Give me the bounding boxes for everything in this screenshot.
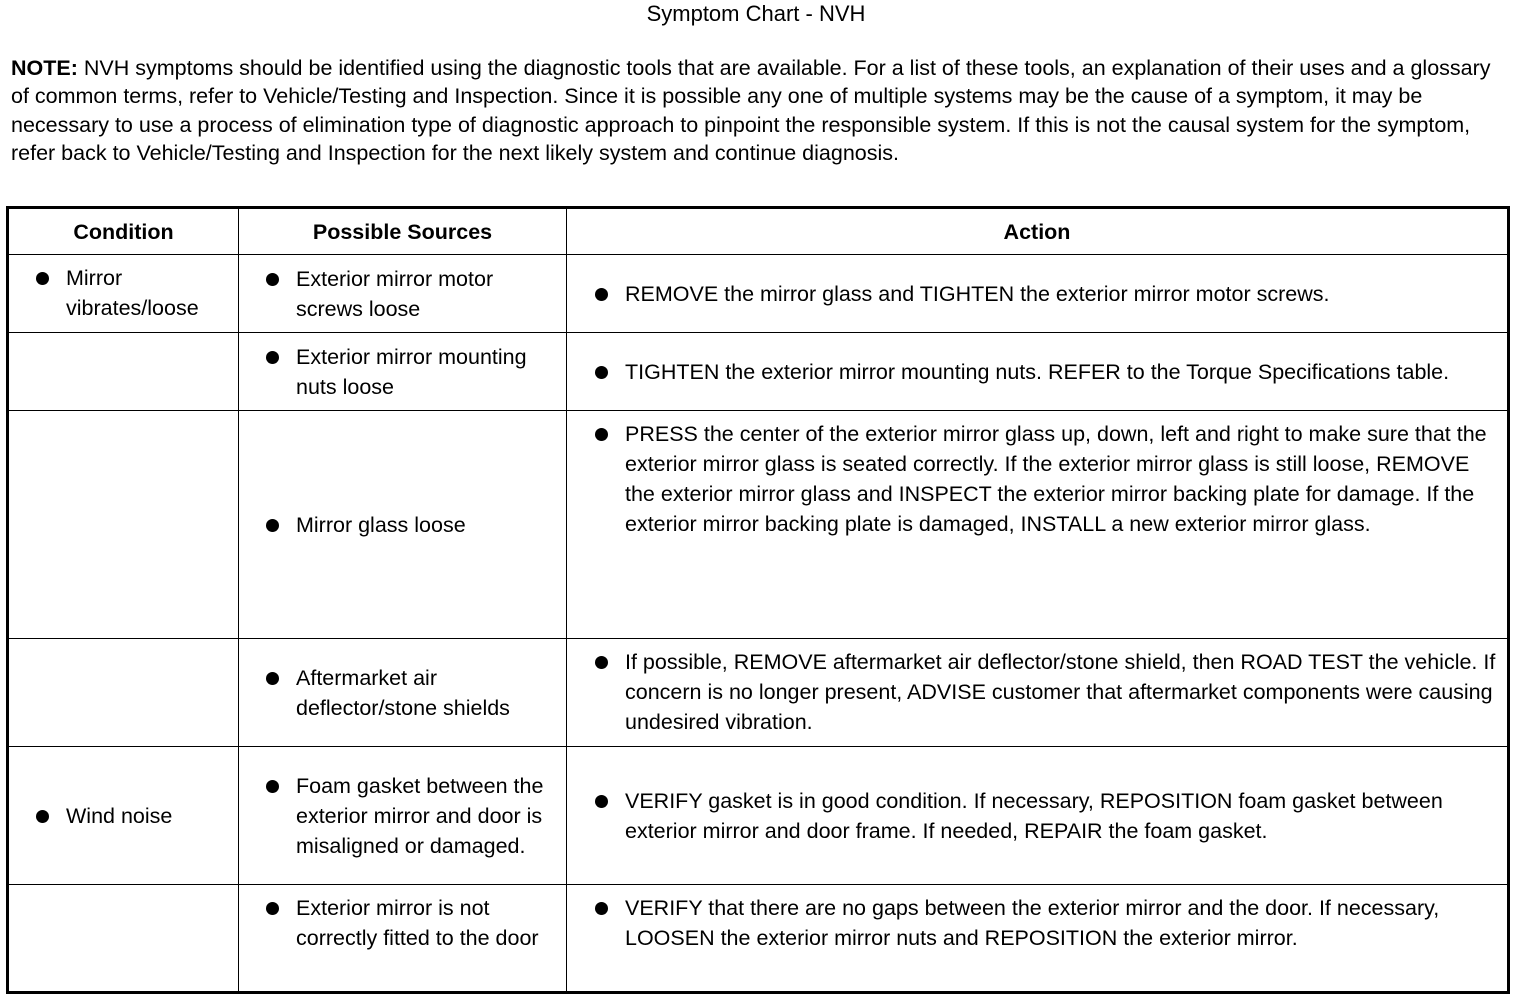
source-cell xyxy=(239,639,567,747)
action-cell xyxy=(567,255,1509,333)
bullet-icon xyxy=(595,288,608,301)
action-cell xyxy=(567,411,1509,639)
source-text: Aftermarket air deflector/stone shields xyxy=(296,665,510,720)
action-cell xyxy=(567,885,1509,993)
bullet-icon xyxy=(266,672,279,685)
action-text: TIGHTEN the exterior mirror mounting nuts. REFER to the Torque Specifications table. xyxy=(625,359,1450,384)
action-cell xyxy=(567,639,1509,747)
source-cell xyxy=(239,747,567,885)
source-cell xyxy=(239,411,567,639)
condition-text: Wind noise xyxy=(66,803,173,828)
header-possible-sources: Possible Sources xyxy=(239,208,567,255)
action-text: PRESS the center of the exterior mirror glass up, down, left and right to make sure that the exterior mirror glass is seated correctly. If the exterior mirror glass is still loose, REMOVE the exterior mirror glass and INSPECT the exterior mirror backing plate for damage. If the exterior mirror backing plate is damaged, INSTALL a new exterior mirror glass. xyxy=(625,422,1487,536)
action-text: REMOVE the mirror glass and TIGHTEN the exterior mirror motor screws. xyxy=(625,281,1330,306)
bullet-icon xyxy=(595,428,608,441)
action-text: If possible, REMOVE aftermarket air deflector/stone shield, then ROAD TEST the vehicle. If concern is no longer present, ADVISE customer that aftermarket components were causing undesired vibration. xyxy=(625,650,1496,734)
condition-cell xyxy=(8,333,239,411)
bullet-icon xyxy=(36,810,49,823)
header-action: Action xyxy=(567,208,1509,255)
source-text: Exterior mirror is not correctly fitted to the door xyxy=(296,896,539,950)
source-cell xyxy=(239,255,567,333)
bullet-icon xyxy=(266,780,279,793)
condition-cell xyxy=(8,411,239,639)
condition-cell xyxy=(8,639,239,747)
source-cell xyxy=(239,333,567,411)
action-text: VERIFY that there are no gaps between the exterior mirror and the door. If necessary, LOOSEN the exterior mirror nuts and REPOSITION the exterior mirror. xyxy=(625,896,1440,950)
bullet-icon xyxy=(266,519,279,532)
symptom-table xyxy=(6,206,1510,994)
source-text: Foam gasket between the exterior mirror and door is misaligned or damaged. xyxy=(296,773,544,858)
action-cell xyxy=(567,333,1509,411)
source-cell xyxy=(239,885,567,993)
source-text: Mirror glass loose xyxy=(296,512,466,537)
action-text: VERIFY gasket is in good condition. If necessary, REPOSITION foam gasket between exterior mirror and door frame. If needed, REPAIR the foam gasket. xyxy=(625,788,1443,843)
bullet-icon xyxy=(595,902,608,915)
table-header-row xyxy=(8,208,1509,255)
table-row xyxy=(8,747,1509,885)
condition-text: Mirror vibrates/loose xyxy=(66,266,199,320)
bullet-icon xyxy=(36,272,49,285)
condition-cell xyxy=(8,885,239,993)
header-condition: Condition xyxy=(8,208,239,255)
table-row xyxy=(8,255,1509,333)
condition-cell xyxy=(8,255,239,333)
note-paragraph xyxy=(11,54,1511,167)
condition-cell xyxy=(8,747,239,885)
note-text: NVH symptoms should be identified using the diagnostic tools that are available. For a list of these tools, an explanation of their uses and a glossary of common terms, refer to Vehicle/Testing and Inspection. Since it is possible any one of multiple systems may be the cause of a symptom, it may be necessary to use a process of elimination type of diagnostic approach to pinpoint the responsible system. If this is not the causal system for the symptom, refer back to Vehicle/Testing and Inspection for the next likely system and continue diagnosis. xyxy=(11,56,1491,165)
source-text: Exterior mirror motor screws loose xyxy=(296,266,494,321)
note-label: NOTE: xyxy=(11,56,78,80)
bullet-icon xyxy=(266,273,279,286)
bullet-icon xyxy=(595,795,608,808)
bullet-icon xyxy=(266,902,279,915)
bullet-icon xyxy=(595,366,608,379)
bullet-icon xyxy=(266,351,279,364)
table-row xyxy=(8,411,1509,639)
table-row xyxy=(8,333,1509,411)
table-row xyxy=(8,639,1509,747)
page-title: Symptom Chart - NVH xyxy=(646,1,866,26)
table-row xyxy=(8,885,1509,993)
action-cell xyxy=(567,747,1509,885)
bullet-icon xyxy=(595,656,608,669)
source-text: Exterior mirror mounting nuts loose xyxy=(296,344,527,399)
